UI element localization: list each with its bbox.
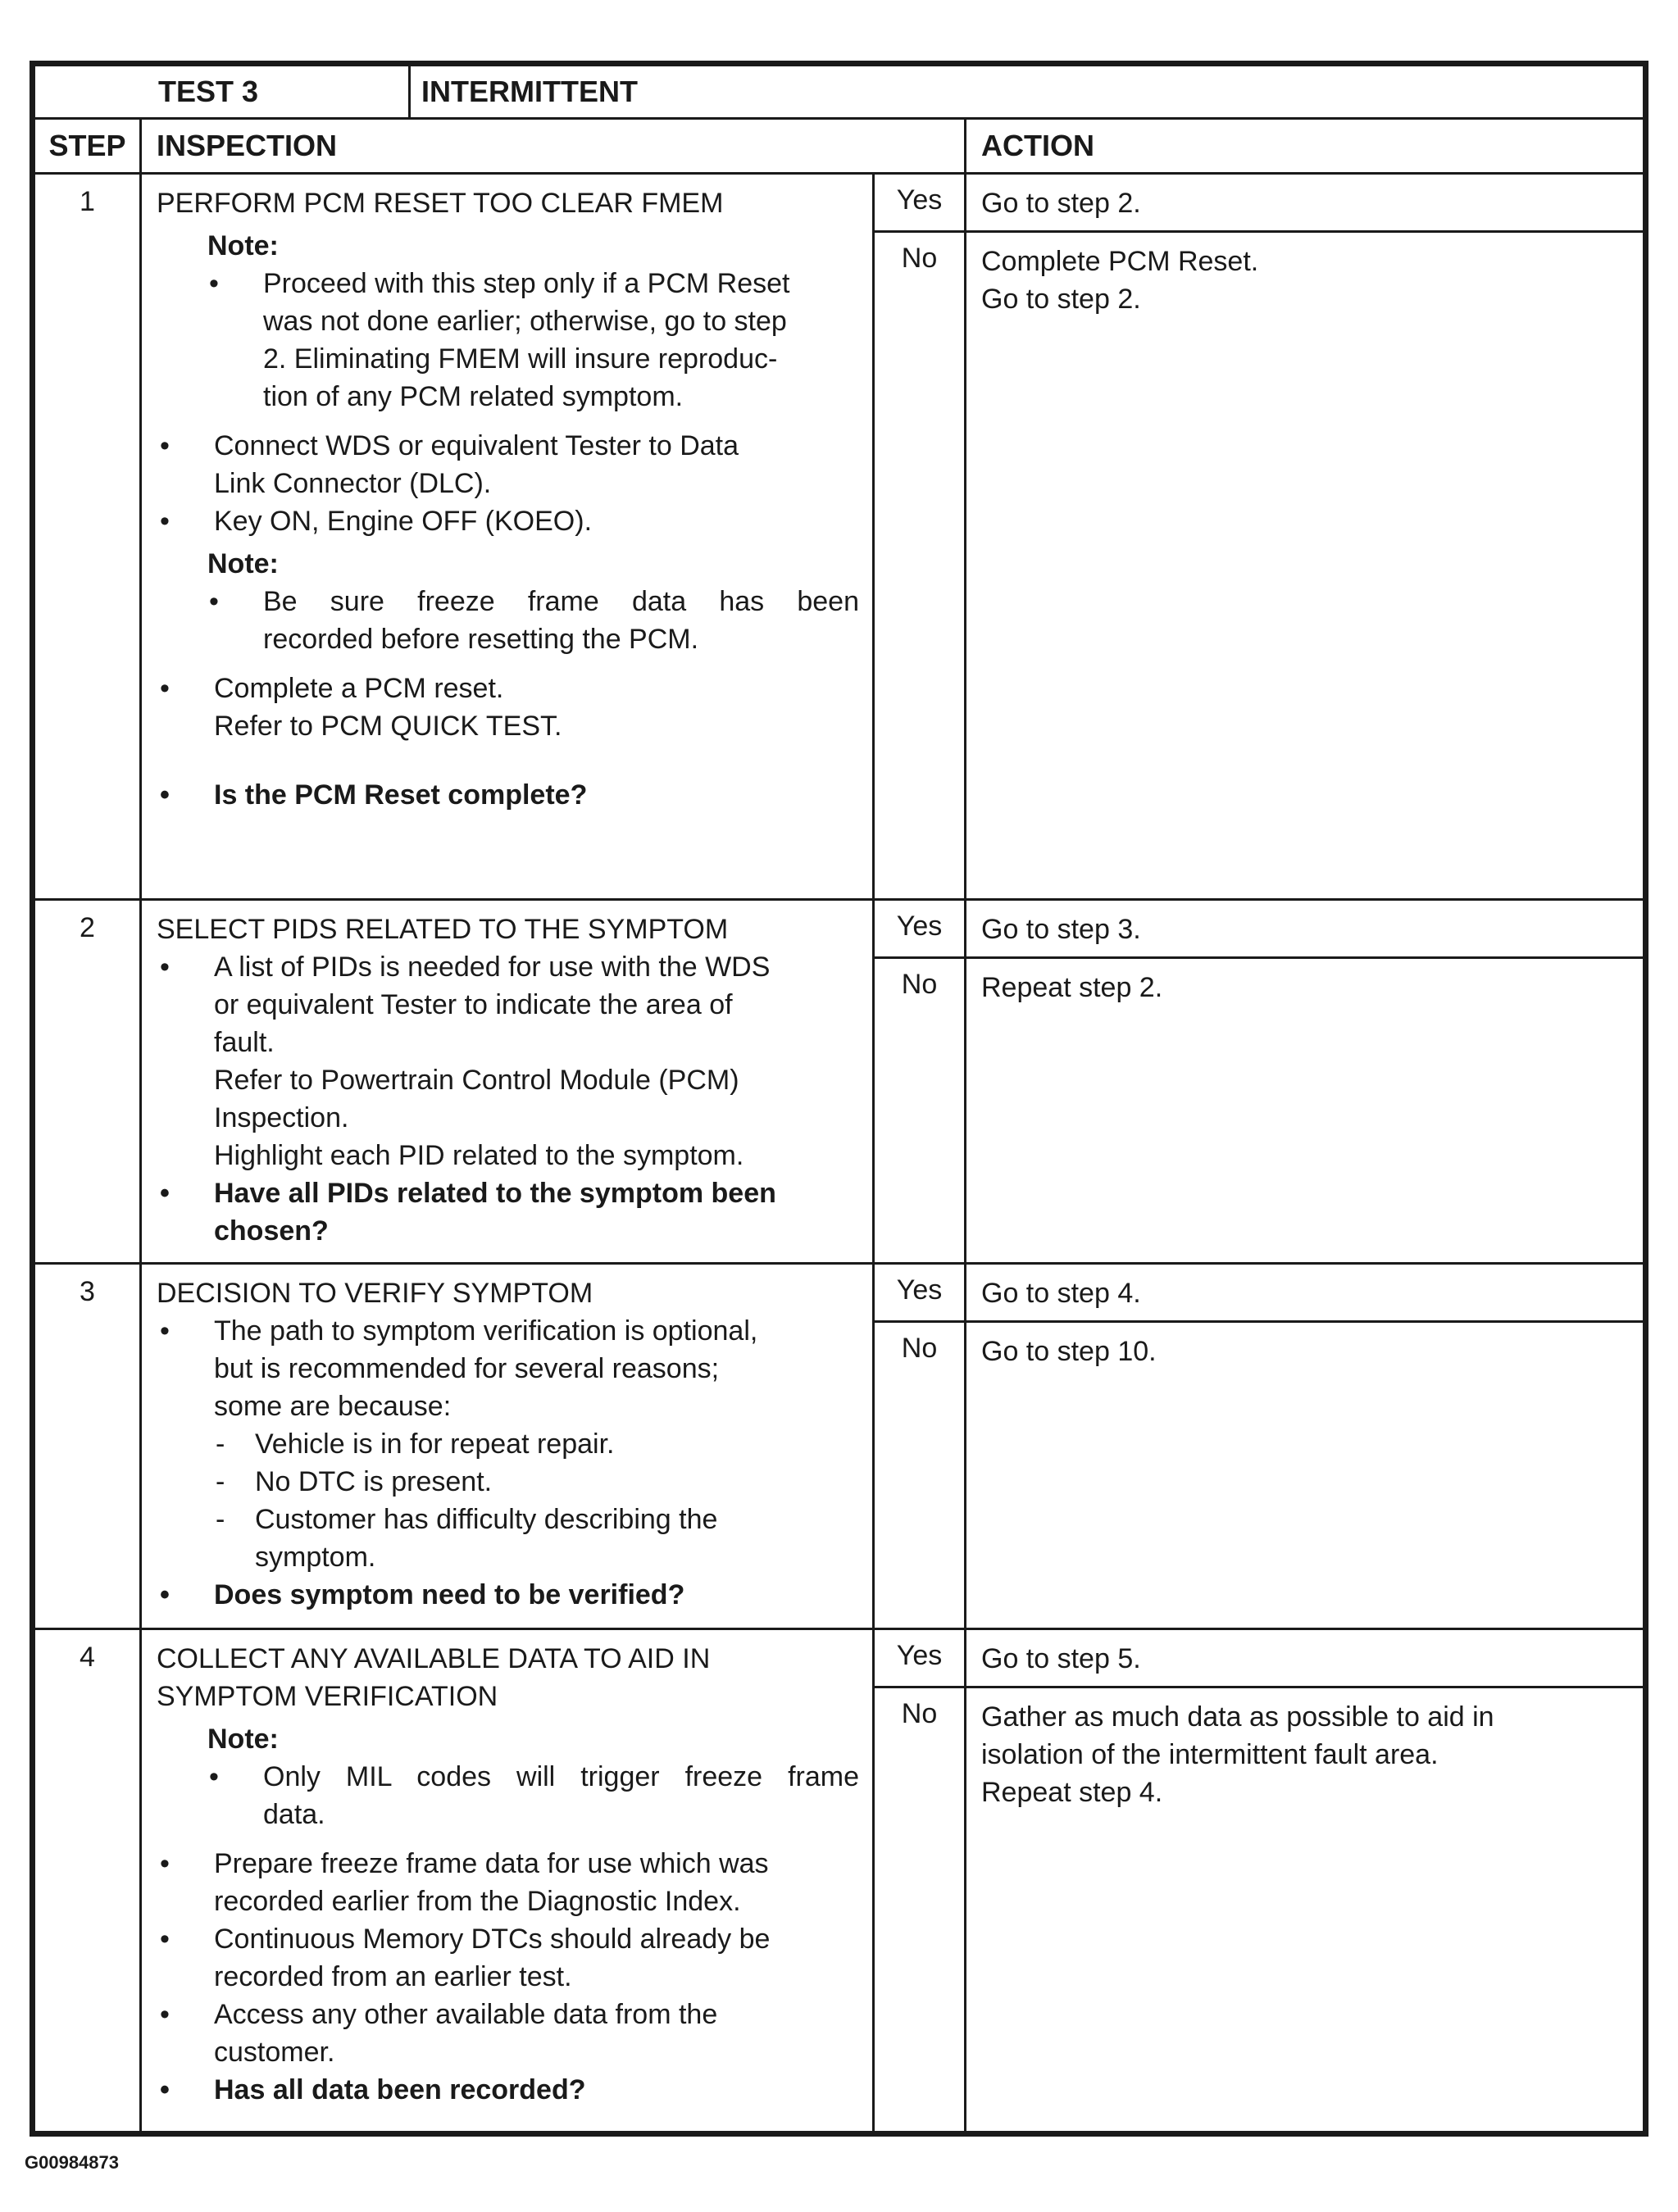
no-action: Go to step 10. — [966, 1322, 1644, 1629]
bullet-item: • Key ON, Engine OFF (KOEO). — [157, 502, 859, 540]
action-column-header: ACTION — [966, 119, 1644, 174]
test-title: INTERMITTENT — [421, 75, 638, 108]
step-question: • Is the PCM Reset complete? — [157, 776, 859, 814]
step-2-row — [34, 900, 1644, 958]
no-action: Repeat step 2. — [966, 958, 1644, 1264]
bullet-item: • Complete a PCM reset. Refer to PCM QUICK TEST. — [157, 670, 859, 745]
note — [157, 1720, 859, 1833]
yes-action: Go to step 5. — [966, 1629, 1644, 1687]
figure-code: G00984873 — [25, 2152, 119, 2173]
step-title: COLLECT ANY AVAILABLE DATA TO AID IN SYMPTOM VERIFICATION — [157, 1643, 711, 1712]
step-number: 2 — [34, 900, 141, 1264]
dash-item: - Customer has difficulty describing the — [157, 1501, 859, 1538]
note-label: Note: — [207, 230, 279, 261]
no-label: No — [874, 232, 966, 900]
note-bullet: • Proceed with this step only if a PCM Reset was not done earlier; otherwise, go to step 2. Eliminating FMEM will insure reproduc- tion of any PCM related symptom. — [207, 265, 859, 416]
step-number: 4 — [34, 1629, 141, 2133]
test-header-divider — [408, 64, 411, 120]
step-4-row — [34, 1629, 1644, 1687]
no-label: No — [874, 958, 966, 1264]
test-header-row — [34, 66, 1644, 119]
step-title: SELECT PIDS RELATED TO THE SYMPTOM — [157, 914, 729, 945]
step-title: DECISION TO VERIFY SYMPTOM — [157, 1278, 593, 1309]
yes-action: Go to step 3. — [966, 900, 1644, 958]
no-label: No — [874, 1322, 966, 1629]
yes-label: Yes — [874, 900, 966, 958]
dash-item: - Vehicle is in for repeat repair. — [157, 1425, 859, 1463]
note-label: Note: — [207, 1724, 279, 1755]
step-question: • Have all PIDs related to the symptom been chosen? — [157, 1174, 859, 1250]
bullet-item: • The path to symptom verification is optional, but is recommended for several reasons; some are because: — [157, 1312, 859, 1425]
step-number: 1 — [34, 174, 141, 900]
step-1-row — [34, 174, 1644, 232]
dash-item: - No DTC is present. — [157, 1463, 859, 1501]
step-inspection — [141, 174, 874, 900]
step-inspection — [141, 900, 874, 1264]
step-question: • Does symptom need to be verified? — [157, 1576, 859, 1614]
step-column-header: STEP — [34, 119, 141, 174]
yes-action: Go to step 2. — [966, 174, 1644, 232]
bullet-item: • A list of PIDs is needed for use with the WDS or equivalent Tester to indicate the area of fault. Refer to Powertrain Control Module (PCM) Inspection. Highlight each PID related to the symptom. — [157, 948, 859, 1174]
step-title: PERFORM PCM RESET TOO CLEAR FMEM — [157, 188, 724, 219]
inspection-column-header: INSPECTION — [141, 119, 966, 174]
column-header-row — [34, 119, 1644, 174]
yes-label: Yes — [874, 1264, 966, 1322]
bullet-item: • Access any other available data from the customer. — [157, 1996, 859, 2071]
test-number: TEST 3 — [158, 75, 259, 108]
step-3-row — [34, 1264, 1644, 1322]
note-label: Note: — [207, 548, 279, 579]
no-label: No — [874, 1687, 966, 2133]
bullet-item: • Continuous Memory DTCs should already be recorded from an earlier test. — [157, 1920, 859, 1996]
note — [157, 227, 859, 416]
no-action: Gather as much data as possible to aid in isolation of the intermittent fault area. Repeat step 4. — [966, 1687, 1644, 2133]
note — [157, 545, 859, 658]
dash-item-continuation: symptom. — [255, 1542, 376, 1573]
yes-label: Yes — [874, 1629, 966, 1687]
no-action: Complete PCM Reset. Go to step 2. — [966, 232, 1644, 900]
note-bullet: • Only MIL codes will trigger freeze frame data. — [207, 1758, 859, 1833]
bullet-item: • Connect WDS or equivalent Tester to Data Link Connector (DLC). — [157, 427, 859, 502]
bullet-item: • Prepare freeze frame data for use which was recorded earlier from the Diagnostic Index. — [157, 1845, 859, 1920]
step-number: 3 — [34, 1264, 141, 1629]
step-inspection — [141, 1264, 874, 1629]
step-question: • Has all data been recorded? — [157, 2071, 859, 2109]
step-inspection — [141, 1629, 874, 2133]
yes-action: Go to step 4. — [966, 1264, 1644, 1322]
diagnostic-test-table — [30, 61, 1648, 2137]
note-bullet: • Be sure freeze frame data has been recorded before resetting the PCM. — [207, 583, 859, 658]
yes-label: Yes — [874, 174, 966, 232]
